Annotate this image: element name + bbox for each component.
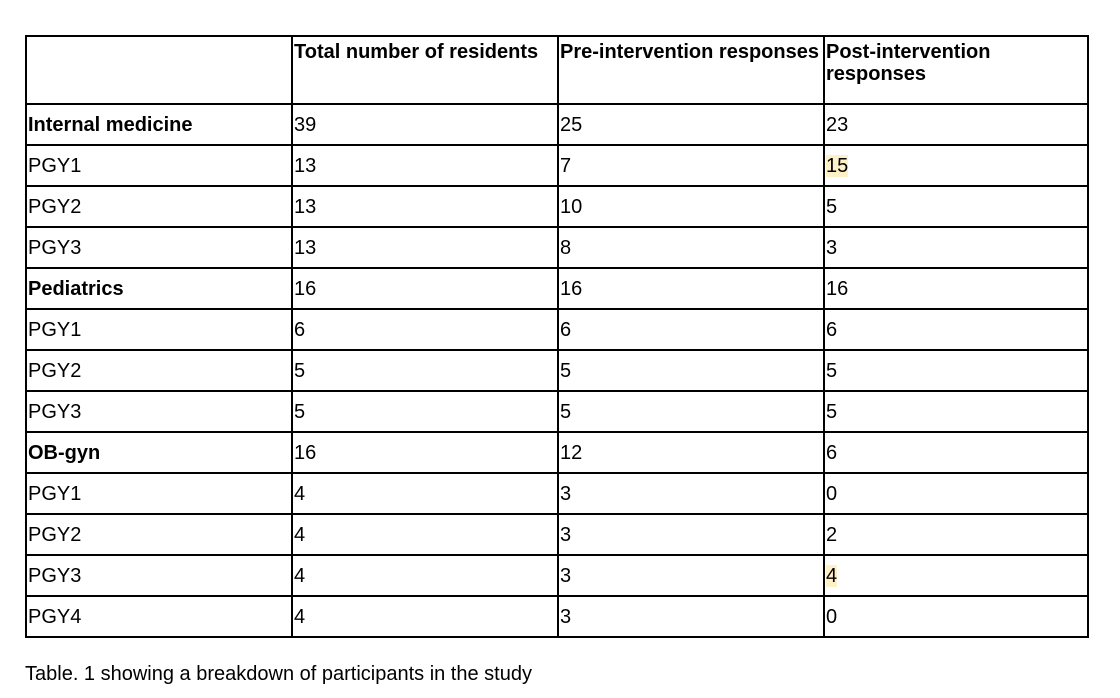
highlighted-value: 4: [826, 564, 838, 587]
total-residents-cell: 13: [292, 227, 558, 268]
post-intervention-cell: [824, 555, 1088, 596]
total-residents-cell: 4: [292, 596, 558, 637]
total-residents-cell: 13: [292, 145, 558, 186]
row-label-cell: OB-gyn: [26, 432, 292, 473]
total-residents-cell: 4: [292, 555, 558, 596]
participants-table: [25, 35, 1089, 638]
post-intervention-cell: 5: [824, 186, 1088, 227]
row-label-cell: PGY2: [26, 514, 292, 555]
post-intervention-cell: 5: [824, 350, 1088, 391]
post-intervention-cell: 2: [824, 514, 1088, 555]
header-total-residents: Total number of residents: [292, 36, 558, 104]
total-residents-cell: 39: [292, 104, 558, 145]
header-post-intervention: Post-intervention responses: [824, 36, 1088, 104]
pre-intervention-cell: 3: [558, 514, 824, 555]
post-intervention-cell: 5: [824, 391, 1088, 432]
pre-intervention-cell: 6: [558, 309, 824, 350]
post-intervention-cell: 0: [824, 596, 1088, 637]
total-residents-cell: 16: [292, 432, 558, 473]
table-row: [26, 186, 1088, 227]
table-group-row: [26, 432, 1088, 473]
header-pre-intervention: Pre-intervention responses: [558, 36, 824, 104]
row-label-cell: PGY3: [26, 391, 292, 432]
pre-intervention-cell: 3: [558, 555, 824, 596]
highlighted-value: 15: [826, 154, 849, 177]
post-intervention-cell: 6: [824, 309, 1088, 350]
table-group-row: [26, 268, 1088, 309]
table-row: [26, 473, 1088, 514]
table-row: [26, 555, 1088, 596]
table-header-row: [26, 36, 1088, 104]
row-label-cell: PGY3: [26, 227, 292, 268]
row-label-cell: PGY4: [26, 596, 292, 637]
table-caption: Table. 1 showing a breakdown of participants in the study: [25, 663, 532, 685]
post-intervention-cell: 0: [824, 473, 1088, 514]
row-label-cell: PGY2: [26, 186, 292, 227]
total-residents-cell: 6: [292, 309, 558, 350]
row-label-cell: PGY2: [26, 350, 292, 391]
total-residents-cell: 13: [292, 186, 558, 227]
row-label-cell: Internal medicine: [26, 104, 292, 145]
post-intervention-cell: 23: [824, 104, 1088, 145]
table-row: [26, 309, 1088, 350]
row-label-cell: PGY1: [26, 473, 292, 514]
post-intervention-cell: 6: [824, 432, 1088, 473]
pre-intervention-cell: 12: [558, 432, 824, 473]
table-row: [26, 514, 1088, 555]
pre-intervention-cell: 3: [558, 473, 824, 514]
pre-intervention-cell: 5: [558, 391, 824, 432]
total-residents-cell: 4: [292, 473, 558, 514]
pre-intervention-cell: 16: [558, 268, 824, 309]
total-residents-cell: 16: [292, 268, 558, 309]
table-row: [26, 145, 1088, 186]
pre-intervention-cell: 8: [558, 227, 824, 268]
row-label-cell: Pediatrics: [26, 268, 292, 309]
post-intervention-cell: [824, 145, 1088, 186]
table-body: [26, 104, 1088, 637]
post-intervention-cell: 16: [824, 268, 1088, 309]
row-label-cell: PGY1: [26, 145, 292, 186]
total-residents-cell: 4: [292, 514, 558, 555]
pre-intervention-cell: 10: [558, 186, 824, 227]
table-group-row: [26, 104, 1088, 145]
table-row: [26, 350, 1088, 391]
total-residents-cell: 5: [292, 350, 558, 391]
table-row: [26, 391, 1088, 432]
post-intervention-cell: 3: [824, 227, 1088, 268]
row-label-cell: PGY1: [26, 309, 292, 350]
header-blank-cell: [26, 36, 292, 104]
pre-intervention-cell: 7: [558, 145, 824, 186]
pre-intervention-cell: 25: [558, 104, 824, 145]
table-row: [26, 596, 1088, 637]
total-residents-cell: 5: [292, 391, 558, 432]
row-label-cell: PGY3: [26, 555, 292, 596]
table-row: [26, 227, 1088, 268]
pre-intervention-cell: 3: [558, 596, 824, 637]
pre-intervention-cell: 5: [558, 350, 824, 391]
